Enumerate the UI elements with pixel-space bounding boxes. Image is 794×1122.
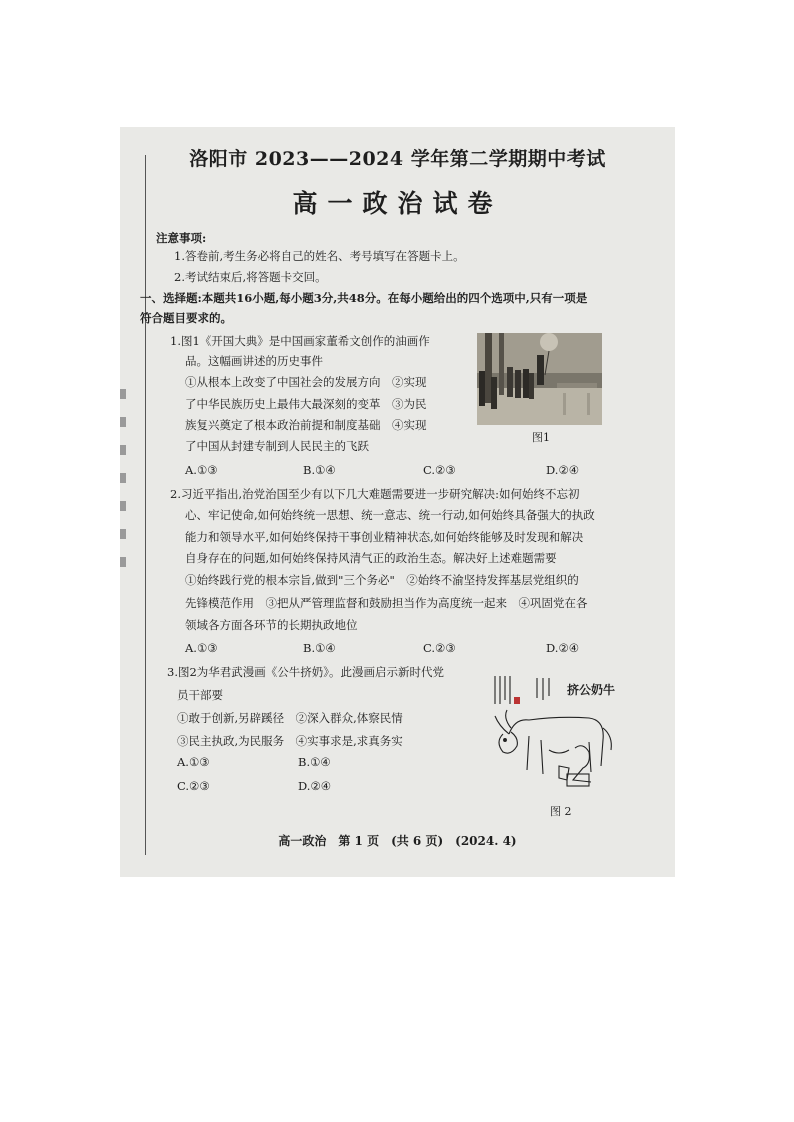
note-item: 1.答卷前,考生务必将自己的姓名、考号填写在答题卡上。 [174, 249, 465, 263]
q1-option-b: B.①④ [303, 463, 336, 477]
binding-margin-line [145, 155, 146, 855]
q3-line: 员干部要 [177, 688, 223, 702]
section-instruction: 一、选择题:本题共16小题,每小题3分,共48分。在每小题给出的四个选项中,只有一项是 [140, 291, 588, 305]
q1-line: 品。这幅画讲述的历史事件 [185, 354, 323, 368]
q1-option-a: A.①③ [185, 463, 218, 477]
q2-option-d: D.②④ [546, 641, 580, 655]
figure-1-caption: 图1 [532, 431, 550, 444]
figure-2-title: 挤公奶牛 [567, 683, 616, 697]
notes-heading: 注意事项: [156, 231, 207, 245]
q3-option-b: B.①④ [298, 755, 331, 769]
q2-option-c: C.②③ [423, 641, 456, 655]
q3-line: 3.图2为华君武漫画《公牛挤奶》。此漫画启示新时代党 [167, 665, 445, 679]
figure-2-caption: 图 2 [550, 805, 572, 818]
q3-option-d: D.②④ [298, 779, 332, 793]
q2-option-a: A.①③ [185, 641, 218, 655]
exam-subtitle: 高一政治试卷 [292, 189, 503, 218]
q3-line: ①敢于创新,另辟蹊径 ②深入群众,体察民情 [177, 711, 403, 725]
q1-line: 了中华民族历史上最伟大最深刻的变革 ③为民 [185, 397, 427, 411]
binding-mark [120, 473, 126, 483]
note-item: 2.考试结束后,将答题卡交回。 [174, 270, 327, 284]
binding-mark [120, 501, 126, 511]
q2-line: 心、牢记使命,如何始终统一思想、统一意志、统一行动,如何始终具备强大的执政 [185, 508, 595, 522]
q1-line: 1.图1《开国大典》是中国画家董希文创作的油画作 [170, 334, 430, 348]
q2-line: 自身存在的问题,如何始终保持风清气正的政治生态。解决好上述难题需要 [185, 551, 557, 565]
binding-mark [120, 445, 126, 455]
exam-title: 洛阳市 2023——2024 学年第二学期期中考试 [189, 148, 606, 170]
q3-line: ③民主执政,为民服务 ④实事求是,求真务实 [177, 734, 403, 748]
q1-option-c: C.②③ [423, 463, 456, 477]
figure-1-painting [477, 333, 602, 425]
binding-mark [120, 557, 126, 567]
binding-mark [120, 529, 126, 539]
exam-paper [120, 127, 675, 877]
q2-line: 2.习近平指出,治党治国至少有以下几大难题需要进一步研究解决:如何始终不忘初 [170, 487, 580, 501]
q3-option-a: A.①③ [177, 755, 210, 769]
figure-2-cartoon [489, 670, 617, 800]
q2-option-b: B.①④ [303, 641, 336, 655]
q2-line: ①始终践行党的根本宗旨,做到"三个务必" ②始终不渝坚持发挥基层党组织的 [185, 573, 579, 587]
q3-option-c: C.②③ [177, 779, 210, 793]
q2-line: 能力和领导水平,如何始终保持干事创业精神状态,如何始终能够及时发现和解决 [185, 530, 584, 544]
q2-line: 领域各方面各环节的长期执政地位 [185, 618, 358, 632]
q1-line: 了中国从封建专制到人民民主的飞跃 [185, 439, 369, 453]
binding-mark [120, 417, 126, 427]
page-footer: 高一政治 第 1 页 (共 6 页) (2024. 4) [278, 834, 517, 848]
binding-mark [120, 389, 126, 399]
q1-option-d: D.②④ [546, 463, 580, 477]
section-instruction: 符合题目要求的。 [140, 311, 232, 325]
q1-line: ①从根本上改变了中国社会的发展方向 ②实现 [185, 375, 427, 389]
q1-line: 族复兴奠定了根本政治前提和制度基础 ④实现 [185, 418, 427, 432]
q2-line: 先锋模范作用 ③把从严管理监督和鼓励担当作为高度统一起来 ④巩固党在各 [185, 596, 588, 610]
